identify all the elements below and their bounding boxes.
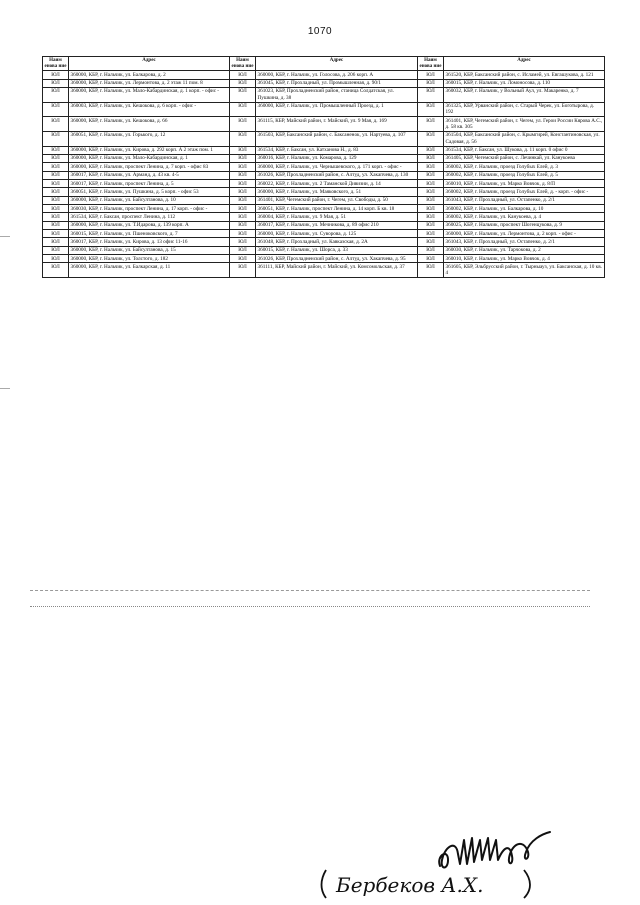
name-cell: ЮЛ [230,87,256,102]
name-cell: ЮЛ [418,131,444,146]
table-row [43,154,605,162]
name-cell: ЮЛ [418,71,444,79]
name-cell: ЮЛ [418,263,444,278]
name-cell: ЮЛ [418,163,444,171]
table-row [43,102,605,117]
table-row [43,163,605,171]
name-cell: ЮЛ [43,230,69,238]
scan-line [30,590,590,591]
name-cell: ЮЛ [230,171,256,179]
margin-mark [0,388,10,389]
address-cell: 360051, КБР, г. Нальчик, ул. Пушкина, д. 5 корп. - офис 53 [69,188,230,196]
address-cell: 361026, КБР, Прохладненский район, с. Алтуд, ул. Хакапчева, д. 95 [256,255,418,263]
table-row [43,263,605,278]
name-cell: ЮЛ [43,188,69,196]
name-cell: ЮЛ [230,205,256,213]
table-row [43,205,605,213]
name-cell: ЮЛ [230,163,256,171]
name-cell: ЮЛ [43,196,69,204]
address-cell: 361504, КБР, Баксанский район, с. Крымгирей, Константиновская, ул. Садовая, д. 56 [444,131,605,146]
address-cell: 360017, КБР, г. Нальчик, проспект Ленина, д. 5 [69,180,230,188]
name-cell: ЮЛ [230,188,256,196]
name-cell: ЮЛ [43,79,69,87]
address-cell: 360000, КБР, г. Нальчик, ул. Мало-Кабардинская, д. 1 корп. - офис - [69,87,230,102]
name-cell: ЮЛ [43,131,69,146]
name-cell: ЮЛ [418,246,444,254]
name-cell: ЮЛ [418,196,444,204]
table-row [43,146,605,154]
address-cell: 361520, КБР, Баксанский район, с. Исламей, ул. Евгашукова, д. 121 [444,71,605,79]
address-cell: 361534, КБР, г. Баксан, проспект Ленина, д. 112 [69,213,230,221]
name-cell: ЮЛ [418,180,444,188]
name-cell: ЮЛ [43,71,69,79]
name-cell: ЮЛ [43,255,69,263]
name-cell: ЮЛ [230,131,256,146]
name-cell: ЮЛ [43,246,69,254]
name-cell: ЮЛ [418,188,444,196]
address-cell: 360000, КБР, г. Нальчик, ул. Чернышевского, д. 171 корп. - офис - [256,163,418,171]
name-cell: ЮЛ [230,196,256,204]
address-cell: 360000, КБР, г. Нальчик, ул. Промышленный Проезд, д. 1 [256,102,418,117]
address-cell: 360017, КБР, г. Нальчик, ул. Кирова, д. 13 офис 11-16 [69,238,230,246]
address-cell: 361111, КБР, Майский район, г. Майский, ул. Комсомольская, д. 37 [256,263,418,278]
address-cell: 360032, КБР, г. Нальчик, у Вольный Аул, ул. Макаренко, д. 7 [444,87,605,102]
table-row [43,87,605,102]
address-cell: 360002, КБР, г. Нальчик, проезд Голубых Елей, д. - корп. - офис - [444,188,605,196]
name-cell: ЮЛ [230,154,256,162]
name-cell: ЮЛ [418,154,444,162]
address-cell: 360000, КБР, г. Нальчик, проспект Ленина, д. 7 корп. - офис 83 [69,163,230,171]
table-row [43,79,605,87]
name-cell: ЮЛ [418,87,444,102]
table-row [43,188,605,196]
col-header-address-3: Адрес [444,57,605,71]
address-cell: 360000, КБР, г. Нальчик, ул. Суворова, д. 125 [256,230,418,238]
address-cell: 360000, КБР, г. Нальчик, ул. Балкарова, д. 2 [69,71,230,79]
col-header-address-1: Адрес [69,57,230,71]
address-cell: 360004, КБР, г. Нальчик, ул. 9 Мая, д. 51 [256,213,418,221]
name-cell: ЮЛ [230,180,256,188]
address-cell: 360022, КБР, г. Нальчик, ул. 2 Таманской Дивизии, д. 14 [256,180,418,188]
address-cell: 361405, КБР, Чегемский район, с. Лечинкай, ул. Канукоева [444,154,605,162]
scan-line [30,606,590,607]
address-cell: 360000, КБР, г. Нальчик, ул. Маяковского, д. 51 [256,188,418,196]
table-row [43,117,605,132]
address-cell: 361043, КБР, г. Прохладный, ул. Остапенко, д. 2/1 [444,196,605,204]
name-cell: ЮЛ [418,205,444,213]
address-cell: 360010, КБР, г. Нальчик, ул. Марко Вовчок, д. 4 [444,255,605,263]
col-header-name-3: Наим енова ние [418,57,444,71]
address-cell: 360051, КБР, г. Нальчик, ул. Горького, д. 12 [69,131,230,146]
name-cell: ЮЛ [43,117,69,132]
name-cell: ЮЛ [230,246,256,254]
col-header-name-1: Наим енова ние [43,57,69,71]
signature-text: Бербеков А.Х. [336,873,484,897]
address-cell: 361045, КБР, г. Прохладный, ул. Промышленная, д. 90/1 [256,79,418,87]
address-cell: 360017, КБР, г. Нальчик, ул. Арманд, д. 43 кв. 4-5 [69,171,230,179]
table-row [43,71,605,79]
address-cell: 361115, КБР, Майский район, г. Майский, ул. 9 Мая, д. 169 [256,117,418,132]
name-cell: ЮЛ [418,238,444,246]
address-cell: 360015, КБР, г. Нальчик, ул. Шорса, д. 33 [256,246,418,254]
address-cell: 360002, КБР, г. Нальчик, ул. Балкарова, д. 10 [444,205,605,213]
address-cell: 360000, КБР, г. Нальчик, ул. Толстого, д. 182 [69,255,230,263]
name-cell: ЮЛ [43,146,69,154]
page-number: 1070 [307,26,333,37]
table-row [43,131,605,146]
table-row [43,246,605,254]
table-row [43,196,605,204]
address-cell: 360000, КБР, г. Нальчик, ул. Лермонтова, д. 2 корп. - офис - [444,230,605,238]
address-cell: 360017, КБР, г. Нальчик, ул. Мечникова, д. 89 офис 210 [256,221,418,229]
address-cell: 360000, КБР, г. Нальчик, ул. Кешокова, д. 66 [69,117,230,132]
name-cell: ЮЛ [418,230,444,238]
table-row [43,180,605,188]
address-cell: 360000, КБР, г. Нальчик, ул. Т.Идарова, д. 139 корп. А [69,221,230,229]
name-cell: ЮЛ [43,180,69,188]
name-cell: ЮЛ [418,79,444,87]
address-cell: 361325, КБР, Урванский район, с. Старый Черек, ул. Боготырова, д. 192 [444,102,605,117]
address-cell: 360002, КБР, г. Нальчик, проезд Голубых Елей, д. 3 [444,163,605,171]
name-cell: ЮЛ [418,102,444,117]
name-cell: ЮЛ [230,146,256,154]
table-row [43,255,605,263]
address-cell: 361026, КБР, Прохладненский район, с. Алтуд, ул. Хакапчева, д. 130 [256,171,418,179]
address-cell: 361401, КБР, Чегемский район, г. Чегем, ул. Свободы, д. 50 [256,196,418,204]
name-cell: ЮЛ [230,263,256,278]
name-cell: ЮЛ [230,71,256,79]
address-cell: 361401, КБР, Чегемский район, г. Чегем, ул. Герои России Кярова А.С., д. 58 кв. 305 [444,117,605,132]
table-header-row [43,57,605,71]
address-cell: 360051, КБР, г. Нальчик, проспект Ленина, д. 14 корп. Б кв. 18 [256,205,418,213]
address-cell: 360010, КБР, г. Нальчик, ул. Марко Вовчок, д. 8/П [444,180,605,188]
address-cell: 361043, КБР, г. Прохладный, ул. Остапенко, д. 2/1 [444,238,605,246]
name-cell: ЮЛ [418,146,444,154]
address-cell: 361503, КБР, Баксанский район, с. Баксаненок, ул. Нартуева, д. 107 [256,131,418,146]
address-cell: 361023, КБР, Прохладненский район, станица Солдатская, ул. Пушкина, д. 38 [256,87,418,102]
name-cell: ЮЛ [43,238,69,246]
address-cell: 360030, КБР, г. Нальчик, проспект Ленина, д. 17 корп. - офис - [69,205,230,213]
register-table [42,56,605,278]
col-header-name-2: Наим енова ние [230,57,256,71]
table-row [43,221,605,229]
name-cell: ЮЛ [43,213,69,221]
address-cell: 360000, КБР, г. Нальчик, ул. Кирова, д. 292 корп. А 2 этаж пом. 1 [69,146,230,154]
address-cell: 360025, КБР, г. Нальчик, проспект Шогенцукова, д. 9 [444,221,605,229]
name-cell: ЮЛ [230,255,256,263]
address-cell: 361534, КБР, г. Баксан, ул. Катханова Н., д. 83 [256,146,418,154]
name-cell: ЮЛ [418,117,444,132]
name-cell: ЮЛ [418,213,444,221]
name-cell: ЮЛ [230,79,256,87]
address-cell: 360016, КБР, г. Нальчик, ул. Комарова, д. 129 [256,154,418,162]
name-cell: ЮЛ [43,102,69,117]
address-cell: 360000, КБР, г. Нальчик, ул. Байсултанова, д. 10 [69,196,230,204]
table-row [43,238,605,246]
col-header-address-2: Адрес [256,57,418,71]
address-cell: 360000, КБР, г. Нальчик, ул. Лермонтова, д. 2 этаж 11 пом. 8 [69,79,230,87]
address-cell: 360000, КБР, г. Нальчик, ул. Балкарская, д. 11 [69,263,230,278]
margin-mark [0,236,10,237]
address-cell: 360000, КБР, г. Нальчик, ул. Байсултанова, д. 15 [69,246,230,254]
name-cell: ЮЛ [418,221,444,229]
name-cell: ЮЛ [230,117,256,132]
name-cell: ЮЛ [418,255,444,263]
address-cell: 360002, КБР, г. Нальчик, проезд Голубых Елей, д. 5 [444,171,605,179]
name-cell: ЮЛ [418,171,444,179]
name-cell: ЮЛ [230,102,256,117]
table-row [43,230,605,238]
address-cell: 360000, КБР, г. Нальчик, ул. Мало-Кабардинская, д. 1 [69,154,230,162]
name-cell: ЮЛ [43,154,69,162]
address-cell: 360030, КБР, г. Нальчик, ул. Тарчокова, д. 2 [444,246,605,254]
address-cell: 360015, КБР, г. Нальчик, ул. Пшеноковского, д. 7 [69,230,230,238]
name-cell: ЮЛ [43,205,69,213]
name-cell: ЮЛ [43,171,69,179]
name-cell: ЮЛ [43,221,69,229]
address-cell: 361605, КБР, Эльбрусский район, г. Тырныауз, ул. Баксанская, д. 10 кв. 4 [444,263,605,278]
table-row [43,171,605,179]
name-cell: ЮЛ [230,221,256,229]
address-cell: 360002, КБР, г. Нальчик, ул. Канукоева, д. 4 [444,213,605,221]
address-cell: 360003, КБР, г. Нальчик, ул. Кешокова, д. 6 корп. - офис - [69,102,230,117]
address-cell: 361048, КБР, г. Прохладный, ул. Кавказская, д. 2А [256,238,418,246]
address-cell: 360015, КБР, г. Нальчик, ул. Ломоносова, д. 110 [444,79,605,87]
address-cell: 360000, КБР, г. Нальчик, ул. Голосова, д. 206 корп. А [256,71,418,79]
name-cell: ЮЛ [43,163,69,171]
name-cell: ЮЛ [43,87,69,102]
name-cell: ЮЛ [43,263,69,278]
name-cell: ЮЛ [230,213,256,221]
name-cell: ЮЛ [230,230,256,238]
name-cell: ЮЛ [230,238,256,246]
address-cell: 361534, КБР, г. Баксан, ул. Шукова, д. 11 корп. 0 офис 0 [444,146,605,154]
signature-name-handwritten [318,866,538,902]
table-row [43,213,605,221]
